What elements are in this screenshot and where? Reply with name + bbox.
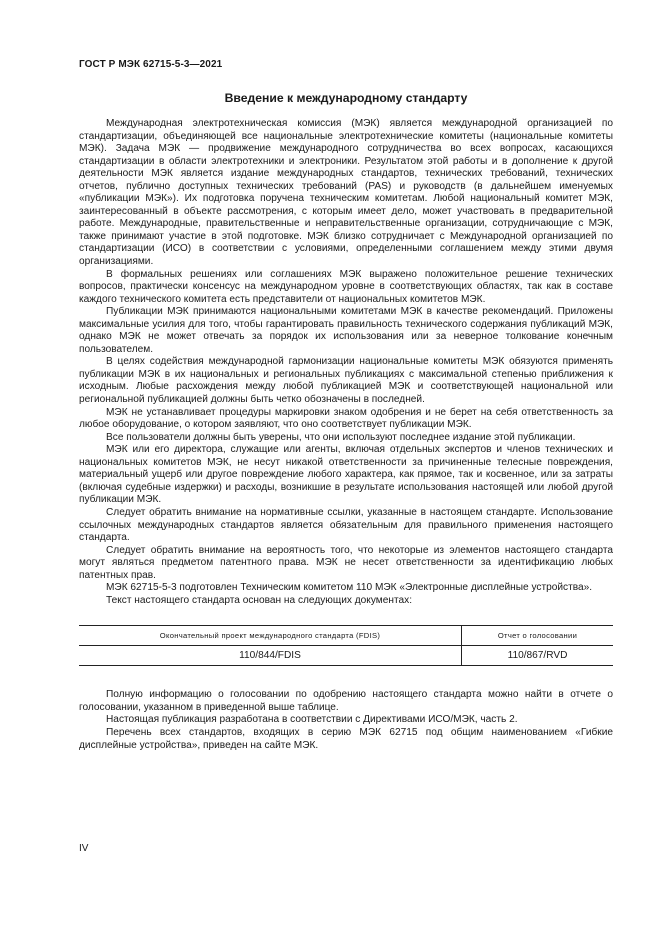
page-number: IV xyxy=(79,843,89,854)
table-header-row xyxy=(79,626,613,646)
paragraph: МЭК или его директора, служащие или агенты, включая отдельных экспертов и членов технических и национальных комитетов МЭК, не несут никакой ответственности за причиненные телесные повреждения, материальный ущерб или другое повреждение любого характера, как прямое, так и косвенное, или за затраты (включая судебные издержки) и расходы, возникшие в результате использования настоящей или любой другой публикации МЭК. xyxy=(79,444,613,506)
paragraph: Перечень всех стандартов, входящих в серию МЭК 62715 под общим наименованием «Гибкие дисплейные устройства», приведен на сайте МЭК. xyxy=(79,726,613,751)
paragraph: Публикации МЭК принимаются национальными комитетами МЭК в качестве рекомендаций. Приложены максимальные усилия для того, чтобы гарантировать правильность технического содержания публикаций МЭК, однако МЭК не может отвечать за порядок их использования или за неверное толкование конечным пользователем. xyxy=(79,306,613,355)
table-header-fdis: Окончательный проект международного стандарта (FDIS) xyxy=(79,626,462,646)
document-header: ГОСТ Р МЭК 62715-5-3—2021 xyxy=(79,59,223,70)
paragraph: Международная электротехническая комиссия (МЭК) является международной организацией по стандартизации, объединяющей все национальные электротехнические комитеты (национальные комитеты МЭК). Задача МЭК — продвижение международного сотрудничества во всех вопросах, касающихся стандартизации в области электротехники и электроники. Результатом этой работы и в дополнение к другой деятельности МЭК является издание международных стандартов, технических требований, технических отчетов, публично доступных технических требований (PAS) и руководств (в дальнейшем именуемых «публикации МЭК»). Их подготовка поручена техническим комитетам. Любой национальный комитет МЭК, заинтересованный в объекте рассмотрения, с которым имеет дело, может участвовать в предварительной работе. Международные, правительственные и неправительственные организации, сотрудничающие с МЭК, также принимают участие в этой подготовке. МЭК близко сотрудничает с Международной организацией по стандартизации (ИСО) в соответствии с условиями, определенными соглашением между этими двумя организациями. xyxy=(79,118,613,268)
paragraph: Настоящая публикация разработана в соответствии с Директивами ИСО/МЭК, часть 2. xyxy=(106,714,518,726)
table-cell-rvd: 110/867/RVD xyxy=(462,646,614,666)
paragraph: Текст настоящего стандарта основан на следующих документах: xyxy=(106,594,413,606)
paragraph: Следует обратить внимание на вероятность того, что некоторые из элементов настоящего стандарта могут являться предметом патентного права. МЭК не несет ответственности за идентификацию любых патентных прав. xyxy=(79,544,613,581)
paragraph: В целях содействия международной гармонизации национальные комитеты МЭК обязуются применять публикации МЭК в их национальных и региональных публикациях с максимальной степенью приближения к исходным. Любые расхождения между любой публикацией МЭК и соответствующей национальной или региональной публикацией должны быть четко обозначены в последней. xyxy=(79,356,613,406)
paragraph: МЭК 62715-5-3 подготовлен Техническим комитетом 110 МЭК «Электронные дисплейные устройства». xyxy=(106,582,593,594)
document-body xyxy=(79,118,613,752)
paragraph: В формальных решениях или соглашениях МЭК выражено положительное решение технических вопросов, практически консенсус на международном уровне в соответствующих областях, так как в составе каждого технического комитета есть представители от национальных комитетов МЭК. xyxy=(79,268,613,305)
table-row xyxy=(79,646,613,666)
table-cell-fdis: 110/844/FDIS xyxy=(79,646,462,666)
voting-documents-table xyxy=(79,625,613,666)
paragraph: Полную информацию о голосовании по одобрению настоящего стандарта можно найти в отчете о голосовании, указанном в приведенной выше таблице. xyxy=(79,689,613,713)
section-title: Введение к международному стандарту xyxy=(224,91,468,105)
paragraph: Все пользователи должны быть уверены, что они используют последнее издание этой публикации. xyxy=(106,431,576,443)
table-header-rvd: Отчет о голосовании xyxy=(462,626,614,646)
paragraph: МЭК не устанавливает процедуры маркировки знаком одобрения и не берет на себя ответственность за любое оборудование, о котором заявляют, что оно соответствует публикации МЭК. xyxy=(79,406,613,431)
paragraph: Следует обратить внимание на нормативные ссылки, указанные в настоящем стандарте. Использование ссылочных международных стандартов является обязательным для правильного применения настоящего стандарта. xyxy=(79,506,613,544)
